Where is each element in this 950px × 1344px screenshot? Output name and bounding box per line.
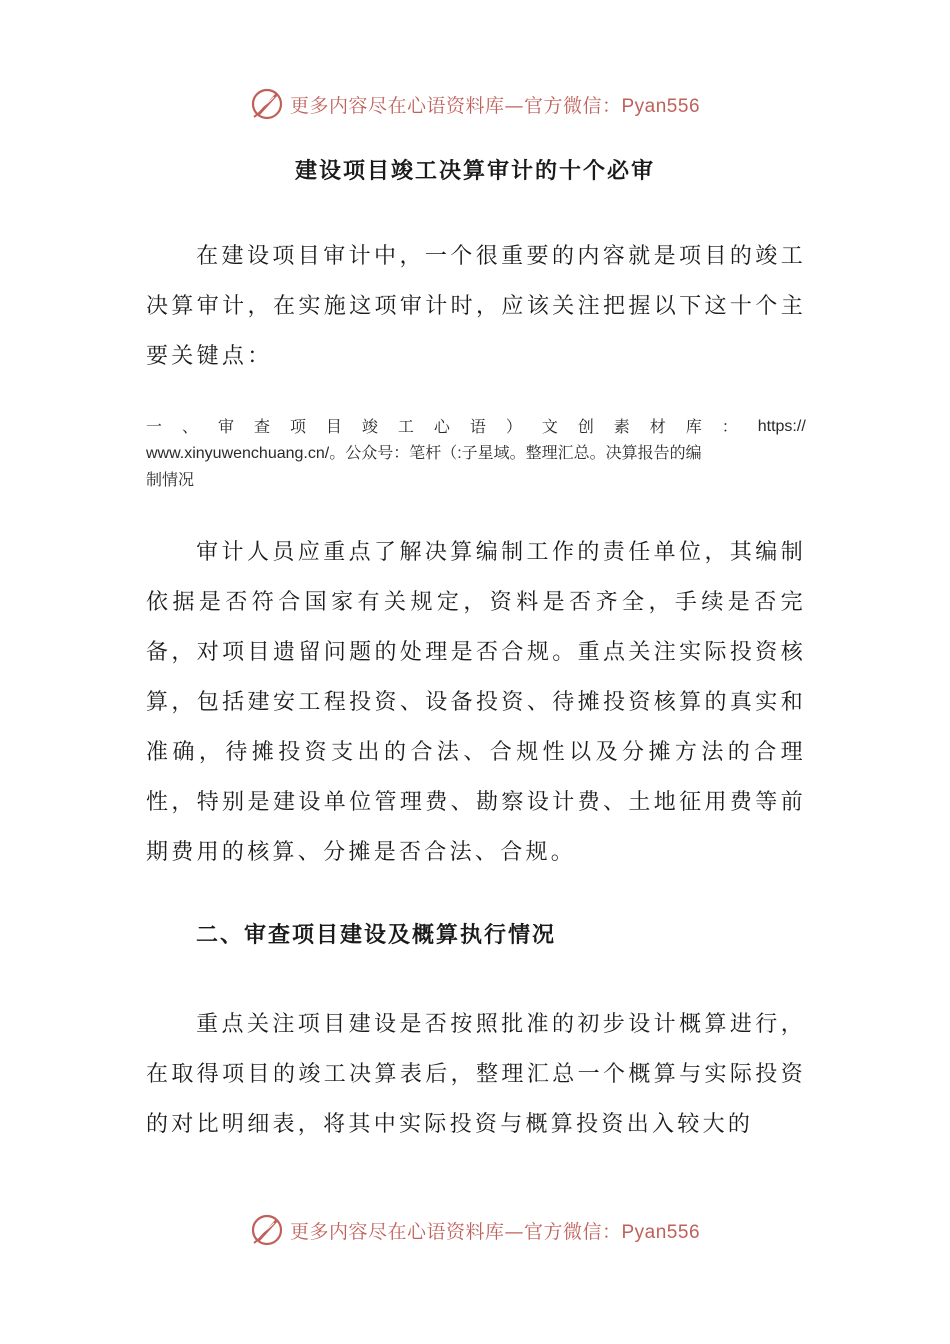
item-1-heading-line-3: 制情况 xyxy=(146,470,195,489)
item-2-heading: 二、审查项目建设及概算执行情况 xyxy=(196,923,557,948)
item-2-body: 重点关注项目建设是否按照批准的初步设计概算进行，在取得项目的竣工决算表后，整理汇总一个概算与实际投资的对比明细表，将其中实际投资与概算投资出入较大的 xyxy=(146,1012,806,1137)
item-1-body: 审计人员应重点了解决算编制工作的责任单位，其编制依据是否符合国家有关规定，资料是否齐全，手续是否完备，对项目遗留问题的处理是否合规。重点关注实际投资核算，包括建安工程投资、设备投资、待摊投资核算的真实和准确，待摊投资支出的合法、合规性以及分摊方法的合理性，特别是建设单位管理费、勘察设计费、土地征用费等前期费用的核算、分摊是否合法、合规。 xyxy=(146,540,806,865)
quill-pen-icon xyxy=(250,1213,284,1247)
banner-text: 更多内容尽在心语资料库—官方微信：Pyan556 xyxy=(289,94,701,117)
item-1-heading-line-1: 一 、 审 查 项 目 竣 工 心 语 ） 文 创 素 材 库 ： https:// xyxy=(146,417,806,436)
banner-text: 更多内容尽在心语资料库—官方微信：Pyan556 xyxy=(289,1220,701,1243)
item-1-heading xyxy=(146,414,806,493)
item-1-heading-line-2: www.xinyuwenchuang.cn/。公众号：笔杆（:子星域。整理汇总。决算报告的编 xyxy=(146,445,702,462)
document-title: 建设项目竣工决算审计的十个必审 xyxy=(294,159,655,184)
intro-paragraph: 在建设项目审计中，一个很重要的内容就是项目的竣工决算审计，在实施这项审计时，应该关注把握以下这十个主要关键点： xyxy=(146,244,806,369)
quill-pen-icon xyxy=(250,87,284,121)
header-banner xyxy=(0,84,950,124)
footer-banner xyxy=(0,1210,950,1250)
